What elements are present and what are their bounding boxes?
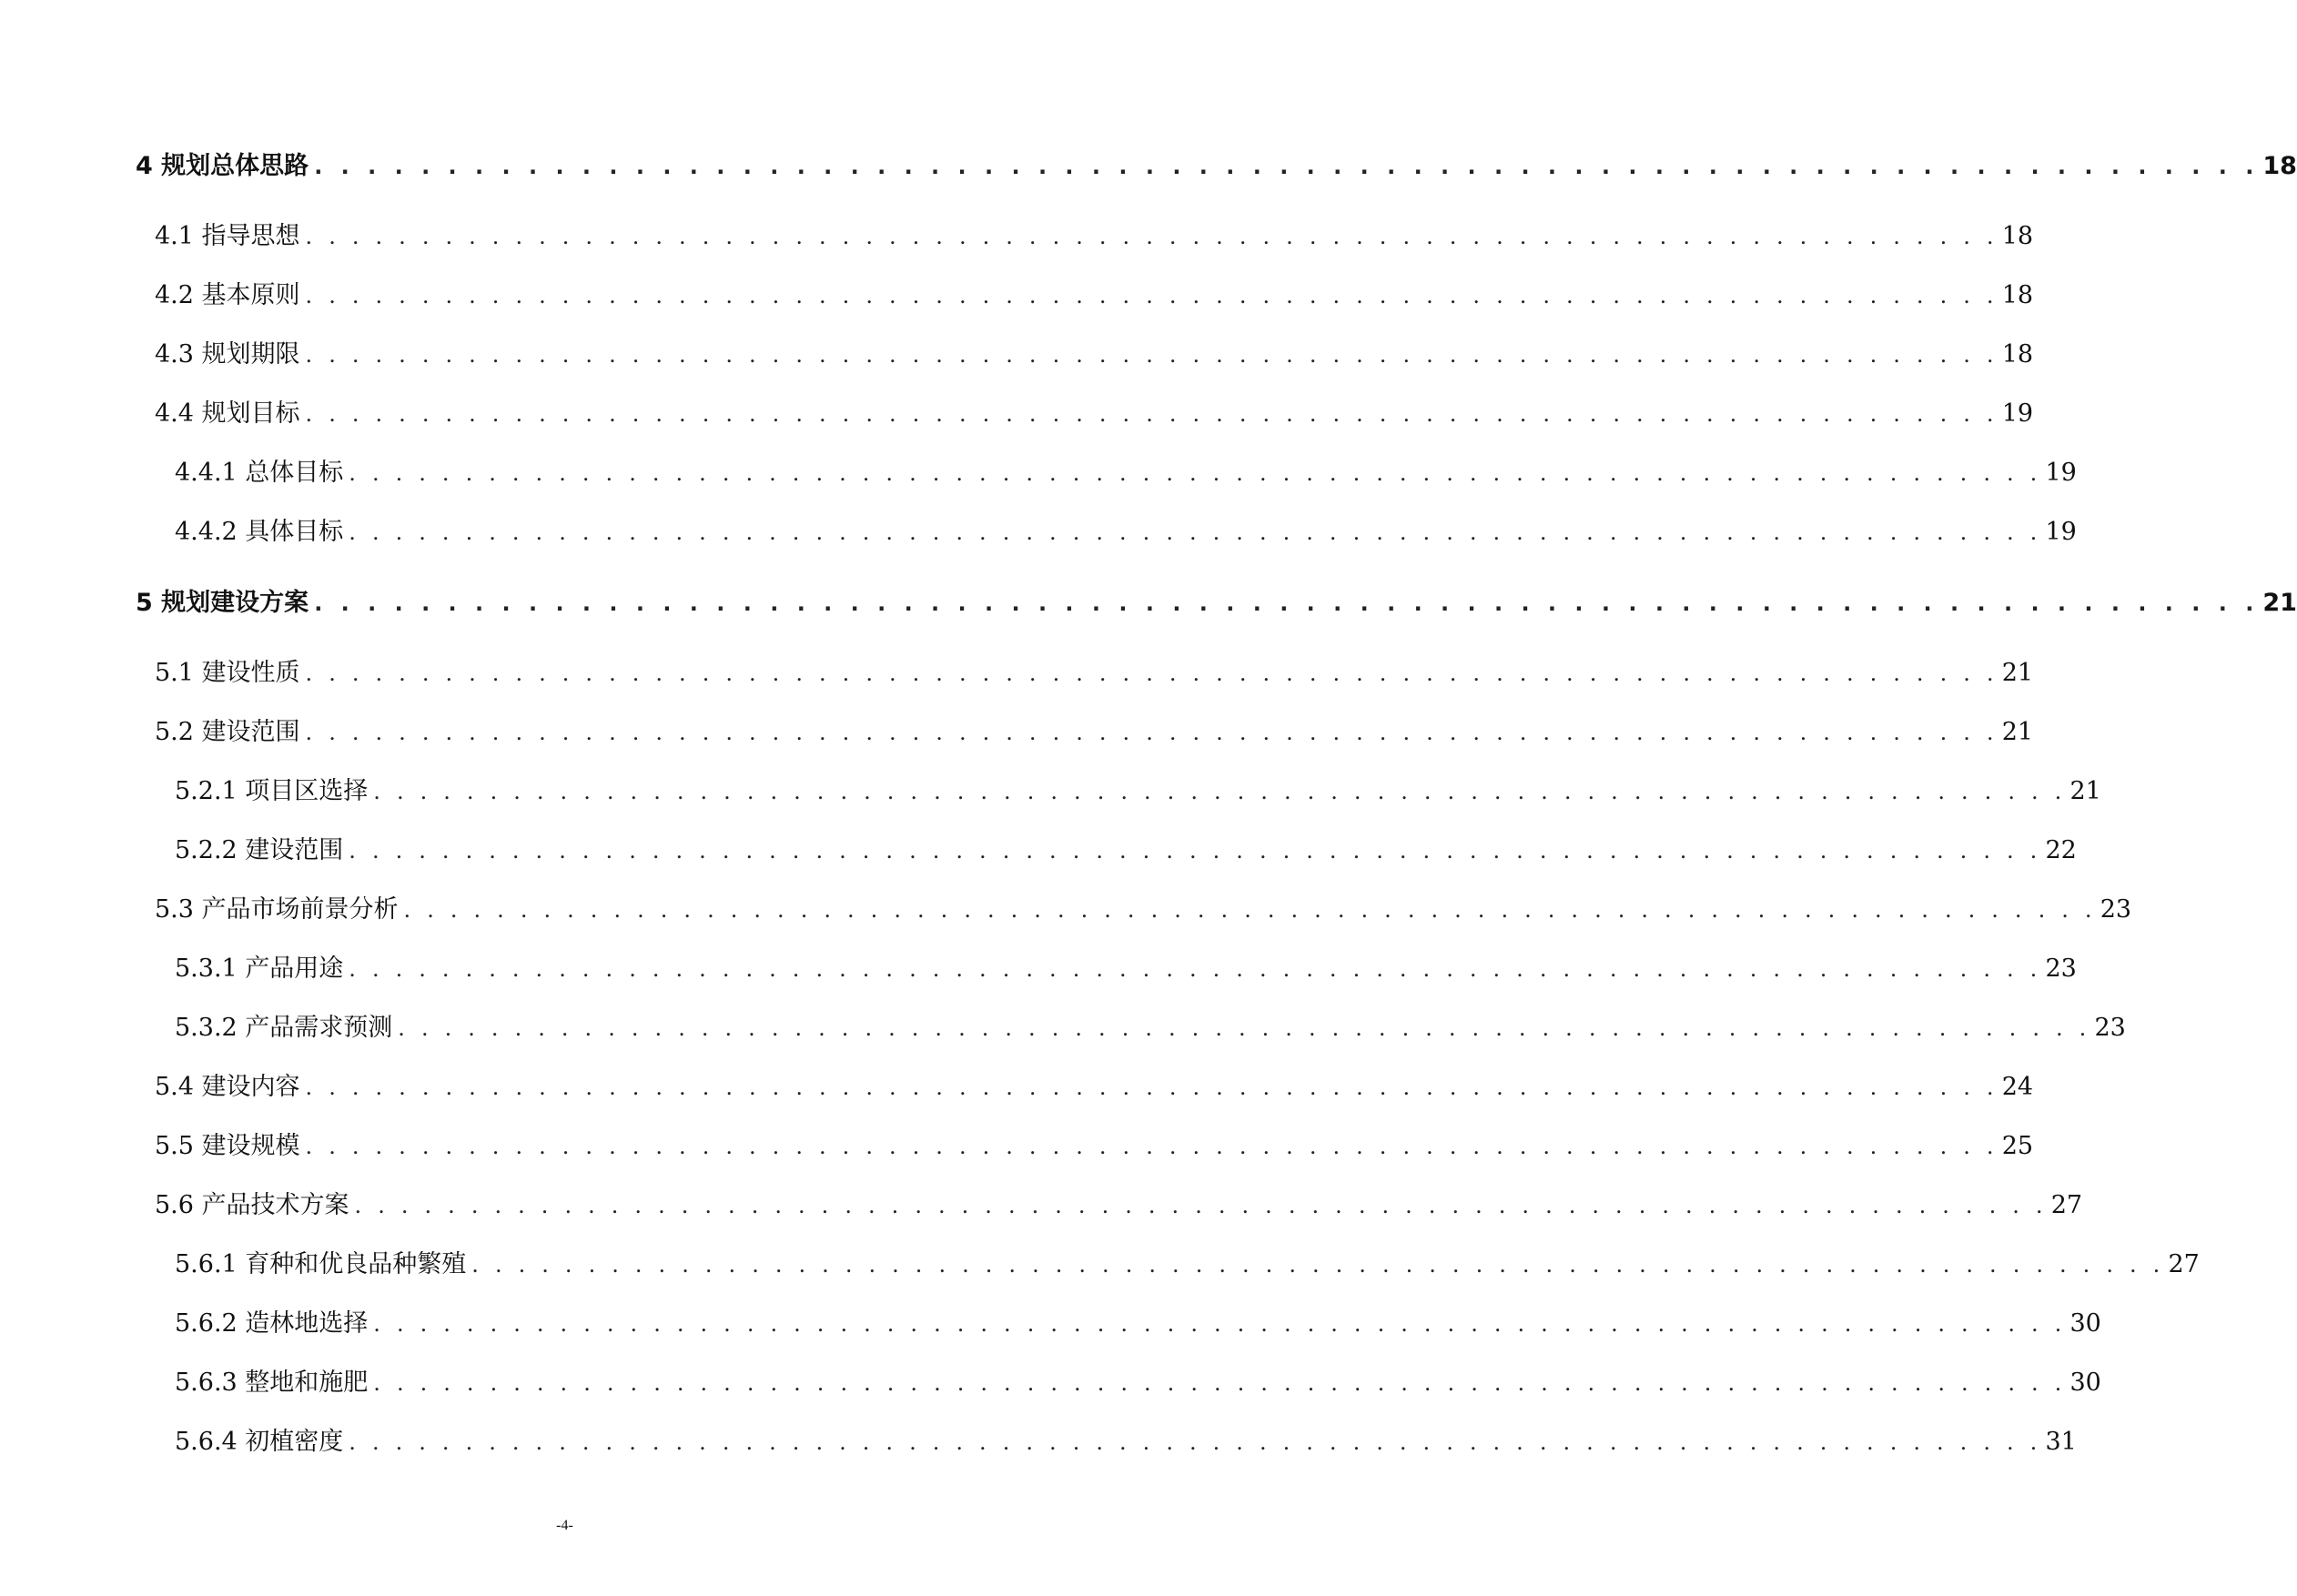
toc-entry-4-4-2[interactable]: [175, 514, 2077, 551]
toc-leader-dots: . . . . . . . . . . . . . . . . . . . . . . . . . . . . . . . . . . . . . . . . . . . . . . . . . . . . . . . . . . . . . . . . . . . . . . . . .: [349, 520, 2042, 545]
toc-leader-dots: . . . . . . . . . . . . . . . . . . . . . . . . . . . . . . . . . . . . . . . . . . . . . . . . . . . . . . . . . . . . . . . . . . . . . . . . .: [314, 154, 2260, 179]
toc-leader-dots: . . . . . . . . . . . . . . . . . . . . . . . . . . . . . . . . . . . . . . . . . . . . . . . . . . . . . . . . . . . . . . . . . . . . . . . . .: [403, 897, 2097, 923]
toc-page-number: 18: [2001, 340, 2034, 369]
toc-entry-4-1[interactable]: [155, 218, 2034, 255]
toc-page-number: 22: [2045, 836, 2077, 864]
toc-entry-chapter-4[interactable]: [136, 148, 2297, 185]
toc-page-number: 24: [2001, 1073, 2034, 1101]
toc-page-number: 19: [2001, 399, 2034, 428]
toc-entry-5-6-4[interactable]: [175, 1424, 2077, 1460]
toc-leader-dots: . . . . . . . . . . . . . . . . . . . . . . . . . . . . . . . . . . . . . . . . . . . . . . . . . . . . . . . . . . . . . . . . . . . . . . . . .: [305, 1134, 1998, 1159]
toc-leader-dots: . . . . . . . . . . . . . . . . . . . . . . . . . . . . . . . . . . . . . . . . . . . . . . . . . . . . . . . . . . . . . . . . . . . . . . . . .: [349, 1429, 2042, 1455]
toc-leader-dots: . . . . . . . . . . . . . . . . . . . . . . . . . . . . . . . . . . . . . . . . . . . . . . . . . . . . . . . . . . . . . . . . . . . . . . . . .: [354, 1193, 2048, 1218]
toc-leader-dots: . . . . . . . . . . . . . . . . . . . . . . . . . . . . . . . . . . . . . . . . . . . . . . . . . . . . . . . . . . . . . . . . . . . . . . . . .: [305, 401, 1998, 427]
toc-entry-5-3-1[interactable]: [175, 951, 2077, 987]
toc-entry-label: 5.5 建设规模: [155, 1132, 300, 1160]
toc-leader-dots: . . . . . . . . . . . . . . . . . . . . . . . . . . . . . . . . . . . . . . . . . . . . . . . . . . . . . . . . . . . . . . . . . . . . . . . . .: [349, 460, 2042, 486]
toc-page-number: 21: [2001, 659, 2034, 687]
toc-entry-5-2-2[interactable]: [175, 833, 2077, 869]
toc-page-number: 21: [2262, 589, 2297, 617]
toc-page-number: 27: [2050, 1191, 2083, 1219]
toc-entry-label: 5.3 产品市场前景分析: [155, 895, 399, 924]
toc-leader-dots: . . . . . . . . . . . . . . . . . . . . . . . . . . . . . . . . . . . . . . . . . . . . . . . . . . . . . . . . . . . . . . . . . . . . . . . . .: [305, 283, 1998, 308]
toc-entry-5-3-2[interactable]: [175, 1010, 2126, 1046]
toc-entry-4-3[interactable]: [155, 337, 2034, 373]
toc-entry-5-6-3[interactable]: [175, 1365, 2101, 1401]
toc-entry-label: 5.1 建设性质: [155, 659, 300, 687]
toc-entry-label: 4.2 基本原则: [155, 281, 300, 309]
toc-page-number: 23: [2094, 1014, 2126, 1042]
toc-entry-5-4[interactable]: [155, 1069, 2034, 1106]
toc-leader-dots: . . . . . . . . . . . . . . . . . . . . . . . . . . . . . . . . . . . . . . . . . . . . . . . . . . . . . . . . . . . . . . . . . . . . . . . . .: [349, 838, 2042, 864]
toc-entry-5-6-2[interactable]: [175, 1306, 2101, 1342]
toc-leader-dots: . . . . . . . . . . . . . . . . . . . . . . . . . . . . . . . . . . . . . . . . . . . . . . . . . . . . . . . . . . . . . . . . . . . . . . . . .: [305, 1075, 1998, 1100]
toc-page-number: 21: [2001, 718, 2034, 746]
toc-entry-label: 5.2.1 项目区选择: [175, 777, 369, 805]
toc-page-number: 30: [2069, 1309, 2101, 1338]
toc-leader-dots: . . . . . . . . . . . . . . . . . . . . . . . . . . . . . . . . . . . . . . . . . . . . . . . . . . . . . . . . . . . . . . . . . . . . . . . . .: [373, 779, 2067, 804]
toc-page-number: 18: [2001, 281, 2034, 309]
toc-entry-label: 4.4.2 具体目标: [175, 518, 344, 546]
toc-entry-4-4-1[interactable]: [175, 455, 2077, 491]
toc-page-number: 18: [2262, 152, 2297, 180]
toc-page-number: 21: [2069, 777, 2101, 805]
toc-leader-dots: . . . . . . . . . . . . . . . . . . . . . . . . . . . . . . . . . . . . . . . . . . . . . . . . . . . . . . . . . . . . . . . . . . . . . . . . .: [373, 1370, 2067, 1396]
toc-leader-dots: . . . . . . . . . . . . . . . . . . . . . . . . . . . . . . . . . . . . . . . . . . . . . . . . . . . . . . . . . . . . . . . . . . . . . . . . .: [373, 1311, 2067, 1337]
toc-entry-label: 4.1 指导思想: [155, 222, 300, 250]
toc-leader-dots: . . . . . . . . . . . . . . . . . . . . . . . . . . . . . . . . . . . . . . . . . . . . . . . . . . . . . . . . . . . . . . . . . . . . . . . . .: [305, 720, 1998, 745]
toc-entry-5-5[interactable]: [155, 1128, 2034, 1165]
toc-entry-label: 5 规划建设方案: [136, 589, 309, 617]
toc-entry-label: 4.4 规划目标: [155, 399, 300, 428]
toc-entry-label: 5.6 产品技术方案: [155, 1191, 349, 1219]
toc-entry-label: 4.3 规划期限: [155, 340, 300, 369]
toc-leader-dots: . . . . . . . . . . . . . . . . . . . . . . . . . . . . . . . . . . . . . . . . . . . . . . . . . . . . . . . . . . . . . . . . . . . . . . . . .: [305, 661, 1998, 686]
toc-entry-5-3[interactable]: [155, 892, 2132, 928]
toc-leader-dots: . . . . . . . . . . . . . . . . . . . . . . . . . . . . . . . . . . . . . . . . . . . . . . . . . . . . . . . . . . . . . . . . . . . . . . . . .: [305, 224, 1998, 249]
toc-page-number: 27: [2168, 1250, 2200, 1278]
toc-page-number: 30: [2069, 1369, 2101, 1397]
toc-entry-label: 4 规划总体思路: [136, 152, 309, 180]
toc-entry-label: 5.2.2 建设范围: [175, 836, 344, 864]
toc-leader-dots: . . . . . . . . . . . . . . . . . . . . . . . . . . . . . . . . . . . . . . . . . . . . . . . . . . . . . . . . . . . . . . . . . . . . . . . . .: [314, 591, 2260, 616]
toc-page-number: 25: [2001, 1132, 2034, 1160]
toc-entry-label: 5.2 建设范围: [155, 718, 300, 746]
toc-entry-5-6-1[interactable]: [175, 1247, 2200, 1283]
toc-page-number: 18: [2001, 222, 2034, 250]
toc-entry-label: 5.6.3 整地和施肥: [175, 1369, 369, 1397]
toc-page-number: 23: [2100, 895, 2132, 924]
toc-entry-label: 5.6.2 造林地选择: [175, 1309, 369, 1338]
toc-entry-chapter-5[interactable]: [136, 585, 2297, 621]
toc-entry-label: 5.3.1 产品用途: [175, 955, 344, 983]
toc-entry-label: 5.6.1 育种和优良品种繁殖: [175, 1250, 467, 1278]
toc-page-number: 19: [2045, 459, 2077, 487]
toc-leader-dots: . . . . . . . . . . . . . . . . . . . . . . . . . . . . . . . . . . . . . . . . . . . . . . . . . . . . . . . . . . . . . . . . . . . . . . . . .: [398, 1015, 2091, 1041]
toc-page-number: 31: [2045, 1428, 2077, 1456]
toc-entry-label: 5.4 建设内容: [155, 1073, 300, 1101]
page-number-footer: -4-: [556, 1518, 573, 1533]
toc-page-number: 19: [2045, 518, 2077, 546]
toc-page-number: 23: [2045, 955, 2077, 983]
toc-leader-dots: . . . . . . . . . . . . . . . . . . . . . . . . . . . . . . . . . . . . . . . . . . . . . . . . . . . . . . . . . . . . . . . . . . . . . . . . .: [305, 342, 1998, 368]
toc-entry-5-2[interactable]: [155, 714, 2034, 751]
toc-entry-label: 5.6.4 初植密度: [175, 1428, 344, 1456]
toc-entry-4-2[interactable]: [155, 278, 2034, 314]
toc-entry-label: 4.4.1 总体目标: [175, 459, 344, 487]
toc-leader-dots: . . . . . . . . . . . . . . . . . . . . . . . . . . . . . . . . . . . . . . . . . . . . . . . . . . . . . . . . . . . . . . . . . . . . . . . . .: [471, 1252, 2165, 1278]
toc-entry-5-6[interactable]: [155, 1187, 2083, 1224]
toc-entry-5-2-1[interactable]: [175, 773, 2101, 810]
toc-entry-5-1[interactable]: [155, 655, 2034, 692]
toc-entry-4-4[interactable]: [155, 396, 2034, 432]
toc-entry-label: 5.3.2 产品需求预测: [175, 1014, 393, 1042]
toc-leader-dots: . . . . . . . . . . . . . . . . . . . . . . . . . . . . . . . . . . . . . . . . . . . . . . . . . . . . . . . . . . . . . . . . . . . . . . . . .: [349, 956, 2042, 982]
